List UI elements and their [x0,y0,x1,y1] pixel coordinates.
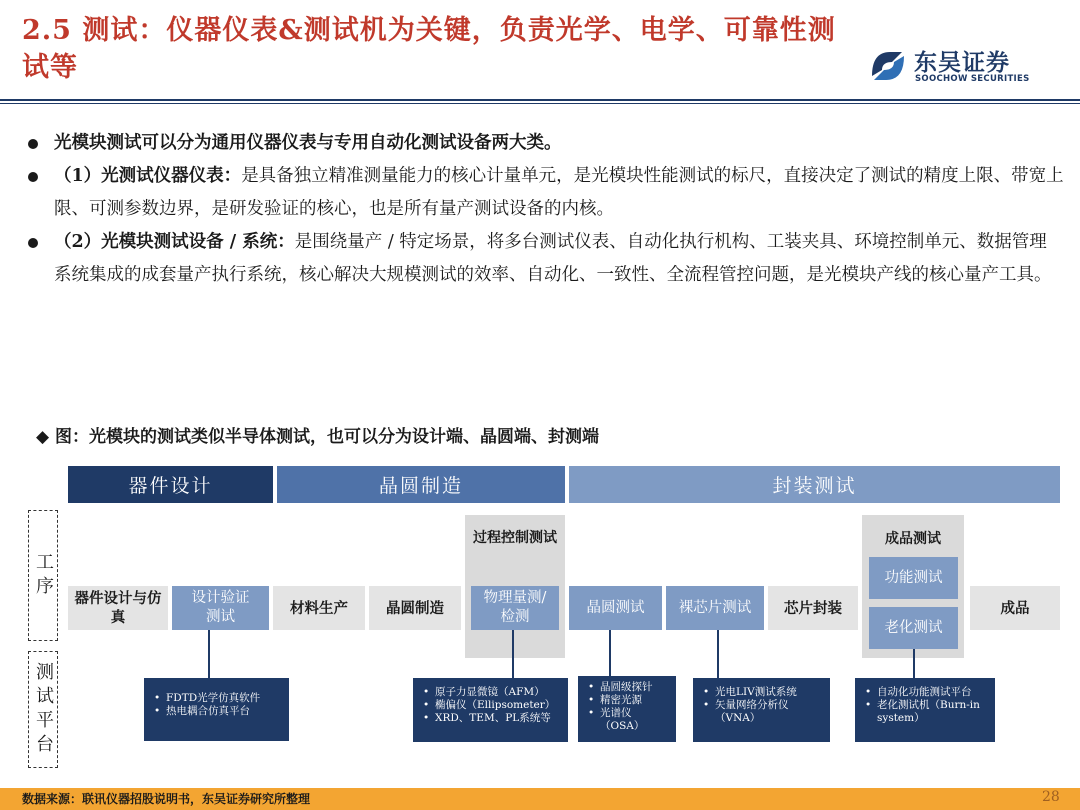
company-logo [868,42,1038,92]
process-chip-package: 芯片封装 [768,586,858,630]
platform-box-final-test [855,678,995,742]
platform-item: • 矢量网络分析仪（VNA） [701,699,822,725]
row-label-platform: 测试平台 [28,651,58,768]
process-wafer-test: 晶圆测试 [569,586,662,630]
bullet-body-text: 是围绕量产 / 特定场景，将多台测试仪表、自动化执行机构、工装夹具、环境控制单元、数据管理系统集成的成套量产执行系统，核心解决大规模测试的效率、自动化、一致性、全流程管控问题，是光模块产线的核心量产工具。 [54,232,1052,285]
connector-line [913,649,915,678]
bullet-bold-text: 光模块测试可以分为通用仪器仪表与专用自动化测试设备两大类。 [54,133,562,153]
platform-item: • 自动化功能测试平台 [863,686,987,699]
footer-source: 数据来源：联讯仪器招股说明书，东吴证券研究所整理 [22,792,311,806]
final-test-title: 成品测试 [885,531,941,547]
bullet-dot-icon [28,139,38,149]
bullet-body-text: 是具备独立精准测量能力的核心计量单元，是光模块性能测试的标尺，直接决定了测试的精度上限、带宽上限、可测参数边界，是研发验证的核心，也是所有量产测试设备的内核。 [54,166,1064,219]
logo-text-cn: 东吴证券 [914,50,1010,76]
platform-item: • 精密光源 [586,694,668,707]
process-device-design: 器件设计与仿真 [68,586,168,630]
platform-item: • 原子力显微镜（AFM） [421,686,560,699]
process-wafer-manufacturing: 晶圆制造 [369,586,461,630]
platform-item: • XRD、TEM、PL系统等 [421,712,560,725]
platform-item: • 光谱仪（OSA） [586,707,668,733]
connector-line [208,630,210,678]
platform-box-wafer-test [578,676,676,742]
figure-caption: ◆ 图：光模块的测试类似半导体测试，也可以分为设计端、晶圆端、封测端 [36,427,599,447]
process-design-verification: 设计验证测试 [172,586,269,630]
bullet-dot-icon [28,172,38,182]
process-finished-product: 成品 [970,586,1060,630]
bullet-item [22,226,1062,325]
soochow-logo-icon [868,46,908,86]
platform-box-design [144,678,289,741]
stage-wafer-manufacturing: 晶圆制造 [277,466,565,503]
connector-line [609,630,611,676]
process-material-production: 材料生产 [273,586,365,630]
bullet-bold-text: （1）光测试仪器仪表： [54,166,242,186]
header-divider-thin [0,103,1080,104]
bullet-dot-icon [28,238,38,248]
page-title: 2.5 测试：仪器仪表&测试机为关键，负责光学、电学、可靠性测试等 [22,15,836,83]
page-number: 28 [1042,789,1060,805]
process-control-title: 过程控制测试 [473,530,557,546]
connector-line [717,630,719,678]
platform-box-process-control [413,678,568,742]
row-label-process: 工序 [28,510,58,641]
platform-item: • FDTD光学仿真软件 [152,692,281,705]
stage-package-test: 封装测试 [569,466,1060,503]
connector-line [512,630,514,678]
bullet-item [22,160,1062,226]
process-aging-test: 老化测试 [869,607,958,649]
platform-item: • 光电LIV测试系统 [701,686,822,699]
process-function-test: 功能测试 [869,557,958,599]
platform-item: • 椭偏仪（Ellipsometer） [421,699,560,712]
stage-device-design: 器件设计 [68,466,273,503]
logo-text-en: SOOCHOW SECURITIES [915,74,1030,84]
header-divider [0,99,1080,101]
platform-item: • 热电耦合仿真平台 [152,705,281,718]
bullet-bold-text: （2）光模块测试设备 / 系统： [54,232,295,252]
platform-item: • 老化测试机（Burn-in system） [863,699,987,725]
platform-box-chip-test [693,678,830,742]
process-bare-chip-test: 裸芯片测试 [666,586,764,630]
process-physical-measurement: 物理量测/检测 [471,586,559,630]
platform-item: • 晶圆级探针 [586,681,668,694]
